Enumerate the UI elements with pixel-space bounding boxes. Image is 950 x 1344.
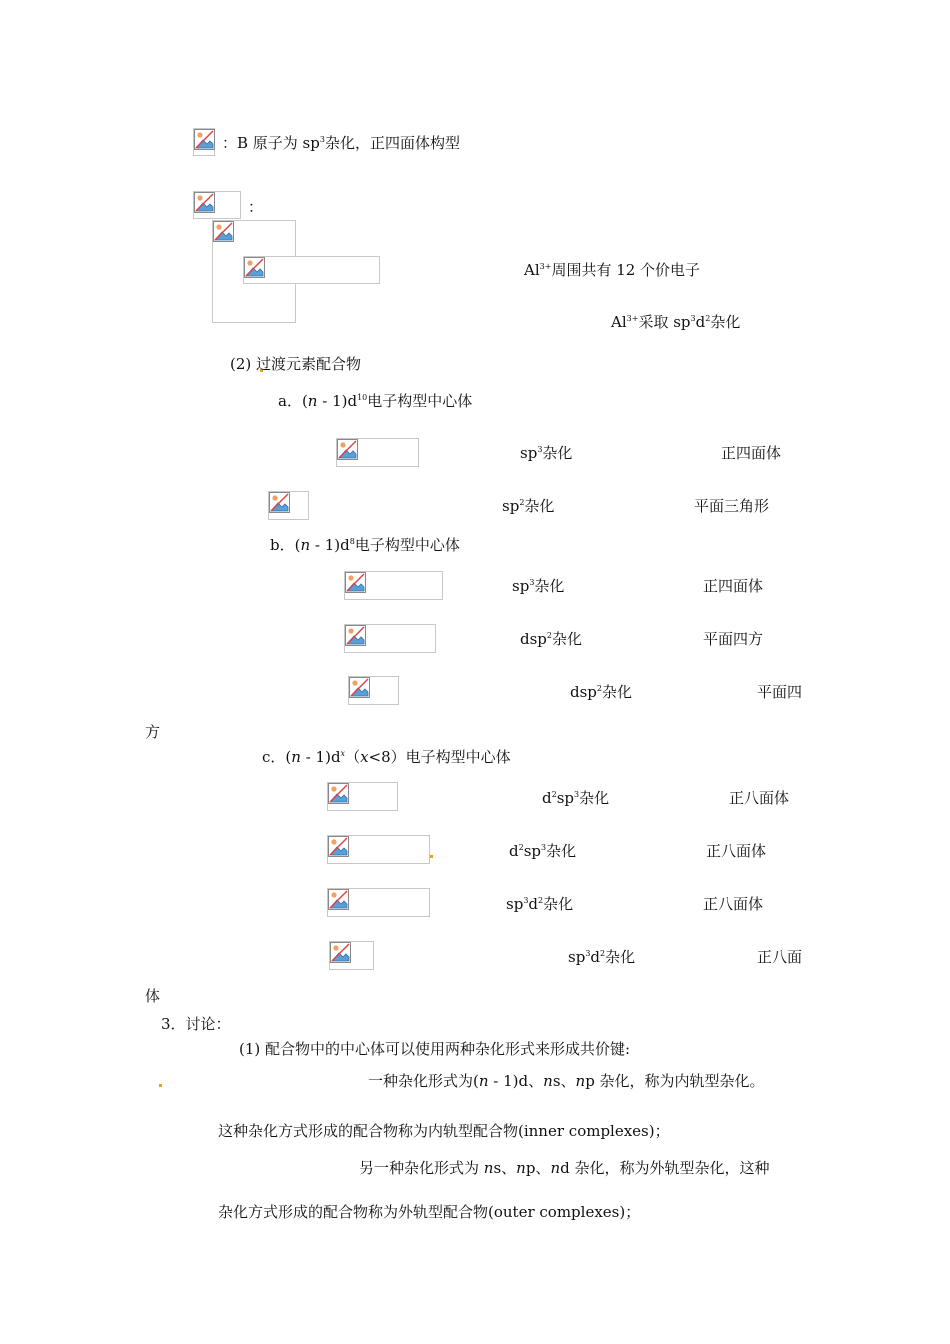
geometry-label: 平面三角形 [694,497,770,515]
broken-image-icon [194,192,215,213]
broken-image-icon [328,783,349,804]
geometry-label: 正八面体 [703,895,764,913]
geometry-label-wrap: 方 [145,723,161,741]
broken-image-icon [337,439,358,460]
broken-image-icon [213,221,234,242]
geometry-label: 平面四 [757,683,803,701]
broken-image-4 [243,256,380,284]
text-line: ：B 原子为 $sp^3$杂化，正四面体构型 [222,134,460,152]
broken-image-9 [348,676,399,705]
geometry-label: 正八面体 [706,842,767,860]
broken-image-icon [194,129,215,150]
hybridization-label: $sp^2$杂化 [502,497,555,515]
geometry-label: 正四面体 [721,444,782,462]
geometry-label-wrap: 体 [145,987,161,1005]
broken-image-2 [193,191,241,219]
broken-image-11 [327,835,430,864]
paragraph-line: 另一种杂化形式为 ns、np、nd 杂化，称为外轨型杂化，这种 [359,1159,770,1177]
broken-image-icon [328,836,349,857]
hybridization-label: $d^2sp^3$杂化 [509,842,577,860]
paragraph-line: 杂化方式形成的配合物称为外轨型配合物(outer complexes)； [218,1203,641,1221]
anchor-mark [430,855,433,858]
hybridization-label: $d^2sp^3$杂化 [542,789,610,807]
broken-image-icon [269,492,290,513]
broken-image-icon [345,625,366,646]
broken-image-1 [193,128,215,156]
broken-image-3 [212,220,234,242]
paragraph-line: 这种杂化方式形成的配合物称为内轨型配合物(inner complexes)； [218,1122,670,1140]
broken-image-icon [330,942,351,963]
subsection-heading: c．$(n - 1)d^x(x<8)$电子构型中心体 [262,748,511,766]
hybridization-label: $sp^3$杂化 [512,577,565,595]
geometry-label: 正八面 [757,948,803,966]
broken-image-13 [329,941,374,970]
broken-image-6 [268,491,309,520]
broken-image-7 [344,571,443,600]
broken-image-8 [344,624,436,653]
hybridization-label: $sp^3d^2$杂化 [568,948,636,966]
geometry-label: 正八面体 [729,789,790,807]
section-heading: 3．讨论： [161,1015,231,1033]
anchor-mark [159,1084,162,1087]
broken-image-icon [349,677,370,698]
text-line: $Al^{3+}$采取 $sp^3d^2$杂化 [611,313,741,331]
broken-image-icon [345,572,366,593]
text-line: $Al^{3+}$周围共有 12 个价电子 [524,261,701,279]
text-line: ： [248,198,264,216]
paragraph-line: 一种杂化形式为(n - 1)d、ns、np 杂化，称为内轨型杂化。 [368,1072,765,1090]
broken-image-icon [328,889,349,910]
hybridization-label: dsp$^2$杂化 [570,683,633,701]
hybridization-label: dsp$^2$杂化 [520,630,583,648]
geometry-label: 平面四方 [703,630,764,648]
paragraph-line: (1) 配合物中的中心体可以使用两种杂化形式来形成共价键: [239,1040,631,1058]
broken-image-10 [327,782,398,811]
section-heading: (2) 过渡元素配合物 [230,355,362,373]
broken-image-icon [244,257,265,278]
subsection-heading: a．$(n - 1)d^{10}$电子构型中心体 [278,392,473,410]
geometry-label: 正四面体 [703,577,764,595]
subsection-heading: b．$(n - 1)d^8$电子构型中心体 [270,536,460,554]
hybridization-label: $sp^3d^2$杂化 [506,895,574,913]
broken-image-5 [336,438,419,467]
broken-image-12 [327,888,430,917]
hybridization-label: $sp^3$杂化 [520,444,573,462]
